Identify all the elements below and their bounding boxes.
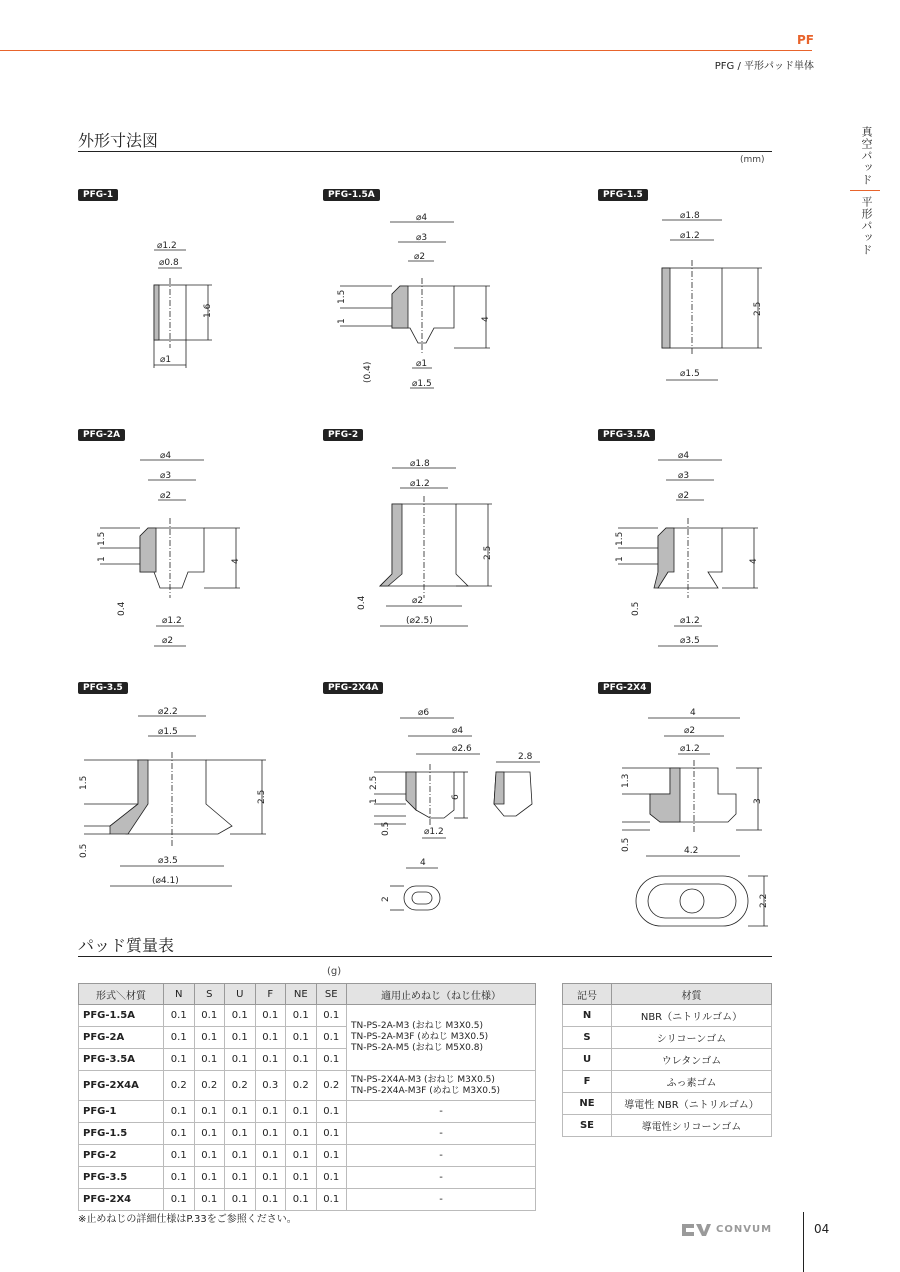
material-name: ふっ素ゴム (612, 1071, 772, 1093)
material-code: SE (563, 1115, 612, 1137)
pfg2a-drawing (90, 448, 250, 653)
dim-label: ⌀4 (452, 726, 464, 736)
weight-cell: 0.1 (194, 1101, 225, 1123)
dim-label: 2.2 (759, 893, 769, 908)
model-cell: PFG-3.5A (79, 1049, 164, 1071)
dim-label: ⌀3.5 (680, 636, 700, 646)
weight-cell: 0.2 (316, 1071, 347, 1101)
dim-label: 0.5 (79, 843, 89, 858)
weight-cell: 0.2 (194, 1071, 225, 1101)
weight-cell: 0.1 (316, 1005, 347, 1027)
model-tag: PFG-2A (78, 429, 125, 441)
weight-cell: 0.1 (316, 1101, 347, 1123)
dim-label: ⌀1.5 (680, 369, 700, 379)
dim-label: ⌀3 (160, 471, 172, 481)
dim-label: (0.4) (363, 361, 373, 383)
screw-cell (347, 1071, 536, 1101)
weight-cell: 0.1 (286, 1145, 317, 1167)
weight-cell: 0.1 (194, 1005, 225, 1027)
dim-label: 0.4 (117, 601, 127, 616)
weight-cell: 0.1 (255, 1005, 286, 1027)
screw-spec: TN-PS-2A-M3F (めねじ M3X0.5) (351, 1032, 489, 1042)
side-nav-vacuum-pad[interactable]: 真空パッド (860, 126, 873, 186)
table-header: 形式＼材質 (79, 984, 164, 1005)
model-tag: PFG-3.5A (598, 429, 655, 441)
dim-label: ⌀3.5 (158, 856, 178, 866)
weight-cell: 0.1 (164, 1027, 195, 1049)
model-cell: PFG-2X4 (79, 1189, 164, 1211)
dim-label: ⌀2 (414, 252, 426, 262)
weight-cell: 0.1 (164, 1123, 195, 1145)
dim-label: 2.5 (483, 545, 493, 560)
pfg1-drawing (140, 230, 230, 370)
weight-cell: 0.1 (225, 1123, 256, 1145)
model-cell: PFG-3.5 (79, 1167, 164, 1189)
weight-cell: 0.1 (286, 1049, 317, 1071)
table-header: 適用止めねじ（ねじ仕様） (347, 984, 536, 1005)
dim-label: ⌀1.2 (680, 744, 700, 754)
dim-label: ⌀4 (678, 451, 690, 461)
model-tag: PFG-2X4A (323, 682, 383, 694)
weight-cell: 0.1 (286, 1123, 317, 1145)
materials-table (562, 983, 772, 1137)
dim-label: ⌀2 (160, 491, 172, 501)
dim-label: 2 (381, 896, 391, 902)
table-row (563, 1071, 772, 1093)
weight-cell: 0.2 (225, 1071, 256, 1101)
weight-cell: 0.1 (194, 1167, 225, 1189)
dim-label: 0.5 (621, 837, 631, 852)
weight-cell: 0.1 (225, 1005, 256, 1027)
dim-label: ⌀4 (160, 451, 172, 461)
table-header: 材質 (612, 984, 772, 1005)
table-row (79, 1005, 536, 1027)
pfg35a-drawing (608, 448, 768, 653)
table-row (563, 1093, 772, 1115)
dim-label: ⌀1 (416, 359, 428, 369)
table-header: NE (286, 984, 317, 1005)
dim-label: 4 (420, 858, 426, 868)
table-row (79, 1123, 536, 1145)
dimensions-rule (78, 151, 772, 152)
weight-cell: 0.1 (255, 1123, 286, 1145)
table-row (563, 1115, 772, 1137)
pfg15a-drawing (330, 208, 500, 403)
dim-label: ⌀2 (162, 636, 174, 646)
footnote: ※止めねじの詳細仕様はP.33をご参照ください。 (78, 1214, 297, 1225)
table-row (79, 1167, 536, 1189)
dim-label: ⌀2.6 (452, 744, 472, 754)
model-tag: PFG-1 (78, 189, 118, 201)
dim-label: ⌀0.8 (159, 258, 179, 268)
weight-cell: 0.1 (316, 1145, 347, 1167)
weight-cell: 0.1 (225, 1145, 256, 1167)
weight-cell: 0.1 (194, 1189, 225, 1211)
dim-label: 4 (231, 558, 241, 564)
weight-cell: 0.1 (164, 1189, 195, 1211)
dim-label: ⌀1.5 (158, 727, 178, 737)
table-header: U (225, 984, 256, 1005)
series-label: PF (797, 33, 814, 47)
screw-cell: - (347, 1123, 536, 1145)
model-cell: PFG-2A (79, 1027, 164, 1049)
dim-label: 1.5 (615, 531, 625, 546)
screw-spec: TN-PS-2X4A-M3 (おねじ M3X0.5) (351, 1074, 495, 1085)
dim-label: 2.8 (518, 752, 533, 762)
weight-cell: 0.1 (316, 1167, 347, 1189)
weight-cell: 0.1 (255, 1101, 286, 1123)
weight-cell: 0.1 (164, 1145, 195, 1167)
dim-label: ⌀1.5 (412, 379, 432, 389)
dim-label: 4 (481, 316, 491, 322)
model-tag: PFG-2X4 (598, 682, 651, 694)
dim-label: ⌀1.2 (162, 616, 182, 626)
pfg2x4a-drawing (360, 700, 550, 920)
dim-label: 2.5 (753, 301, 763, 316)
material-name: シリコーンゴム (612, 1027, 772, 1049)
page-number: 04 (814, 1222, 830, 1236)
dim-label: 1 (337, 318, 347, 324)
weight-cell: 0.1 (194, 1123, 225, 1145)
material-name: 導電性シリコーンゴム (612, 1115, 772, 1137)
table-row (79, 1189, 536, 1211)
convum-logo: CONVUM (716, 1224, 773, 1235)
dim-label: ⌀3 (678, 471, 690, 481)
material-code: F (563, 1071, 612, 1093)
screw-cell (347, 1005, 536, 1071)
dim-label: ⌀1.2 (410, 479, 430, 489)
model-cell: PFG-1.5A (79, 1005, 164, 1027)
dim-label: ⌀1.8 (410, 459, 430, 469)
screw-spec: TN-PS-2X4A-M3F (めねじ M3X0.5) (351, 1085, 501, 1096)
model-tag: PFG-3.5 (78, 682, 128, 694)
dim-label: 4.2 (684, 846, 699, 856)
weight-cell: 0.1 (164, 1049, 195, 1071)
pfg15-drawing (650, 208, 770, 388)
weight-cell: 0.1 (316, 1189, 347, 1211)
weight-cell: 0.1 (316, 1123, 347, 1145)
material-name: ウレタンゴム (612, 1049, 772, 1071)
weight-cell: 0.1 (286, 1167, 317, 1189)
weight-cell: 0.1 (225, 1027, 256, 1049)
model-cell: PFG-2X4A (79, 1071, 164, 1101)
table-header: 記号 (563, 984, 612, 1005)
footer-divider (803, 1212, 804, 1272)
weight-cell: 0.1 (225, 1167, 256, 1189)
dim-label: 1 (615, 556, 625, 562)
dimensions-title: 外形寸法図 (78, 131, 159, 150)
weight-cell: 0.2 (286, 1071, 317, 1101)
model-tag: PFG-1.5A (323, 189, 380, 201)
screw-cell: - (347, 1101, 536, 1123)
weight-cell: 0.1 (194, 1145, 225, 1167)
table-row (563, 1005, 772, 1027)
weight-cell: 0.1 (194, 1049, 225, 1071)
side-nav-divider (850, 190, 880, 191)
dim-label: 0.5 (631, 601, 641, 616)
screw-cell: - (347, 1189, 536, 1211)
weight-cell: 0.1 (225, 1101, 256, 1123)
dim-label: ⌀1 (160, 355, 172, 365)
dim-label: ⌀1.8 (680, 211, 700, 221)
material-name: NBR（ニトリルゴム） (612, 1005, 772, 1027)
dim-label: 1.5 (79, 775, 89, 790)
pfg2x4-drawing (612, 700, 782, 940)
dim-label: ⌀1.2 (424, 827, 444, 837)
header-rule (0, 50, 812, 51)
dim-label: ⌀1.2 (680, 231, 700, 241)
weight-cell: 0.3 (255, 1071, 286, 1101)
dimensions-unit: (mm) (740, 155, 765, 165)
table-row (79, 1101, 536, 1123)
dim-label: 4 (690, 708, 696, 718)
table-row (563, 1049, 772, 1071)
convum-logo-icon (680, 1222, 712, 1238)
weight-unit: (g) (327, 966, 342, 977)
dim-label: ⌀2 (412, 596, 424, 606)
dim-label: 2.5 (257, 789, 267, 804)
dim-label: ⌀2 (678, 491, 690, 501)
dim-label: (⌀4.1) (152, 876, 179, 886)
screw-spec: TN-PS-2A-M3 (おねじ M3X0.5) (351, 1021, 484, 1031)
weight-cell: 0.1 (286, 1027, 317, 1049)
weight-cell: 0.1 (316, 1049, 347, 1071)
weight-cell: 0.1 (164, 1005, 195, 1027)
table-header: F (255, 984, 286, 1005)
material-name: 導電性 NBR（ニトリルゴム） (612, 1093, 772, 1115)
dim-label: 1.3 (621, 773, 631, 788)
table-row (79, 1145, 536, 1167)
weight-cell: 0.1 (255, 1049, 286, 1071)
model-tag: PFG-1.5 (598, 189, 648, 201)
table-header: N (164, 984, 195, 1005)
dim-label: 1.6 (203, 303, 213, 318)
dim-label: 1 (97, 556, 107, 562)
screw-spec: TN-PS-2A-M5 (おねじ M5X0.8) (351, 1043, 484, 1053)
dim-label: ⌀4 (416, 213, 428, 223)
weight-table (78, 983, 536, 1211)
pfg2-drawing (352, 448, 502, 633)
dim-label: ⌀2.2 (158, 707, 178, 717)
dim-label: ⌀1.2 (157, 241, 177, 251)
weight-title: パッド質量表 (78, 936, 175, 955)
weight-cell: 0.1 (225, 1189, 256, 1211)
pfg35-drawing (70, 700, 280, 890)
weight-cell: 0.1 (286, 1189, 317, 1211)
dim-label: 2.5 (369, 775, 379, 790)
weight-cell: 0.1 (225, 1049, 256, 1071)
dim-label: 6 (451, 794, 461, 800)
dim-label: 4 (749, 558, 759, 564)
weight-cell: 0.1 (194, 1027, 225, 1049)
dim-label: 1.5 (337, 289, 347, 304)
weight-cell: 0.1 (255, 1167, 286, 1189)
material-code: U (563, 1049, 612, 1071)
dim-label: 0.4 (357, 595, 367, 610)
screw-cell: - (347, 1167, 536, 1189)
dim-label: ⌀2 (684, 726, 696, 736)
weight-cell: 0.1 (316, 1027, 347, 1049)
weight-cell: 0.1 (255, 1189, 286, 1211)
weight-rule (78, 956, 772, 957)
weight-cell: 0.1 (164, 1101, 195, 1123)
dim-label: ⌀3 (416, 233, 428, 243)
dim-label: 1.5 (97, 531, 107, 546)
weight-cell: 0.2 (164, 1071, 195, 1101)
material-code: S (563, 1027, 612, 1049)
weight-cell: 0.1 (255, 1027, 286, 1049)
model-tag: PFG-2 (323, 429, 363, 441)
table-header: SE (316, 984, 347, 1005)
material-code: NE (563, 1093, 612, 1115)
table-row (79, 1071, 536, 1101)
side-nav-flat-pad[interactable]: 平形パッド (860, 196, 873, 256)
dim-label: 1 (369, 798, 379, 804)
weight-cell: 0.1 (286, 1101, 317, 1123)
dim-label: ⌀1.2 (680, 616, 700, 626)
dim-label: ⌀6 (418, 708, 430, 718)
dim-label: (⌀2.5) (406, 616, 433, 626)
model-cell: PFG-2 (79, 1145, 164, 1167)
dim-label: 3 (753, 798, 763, 804)
table-row (563, 1027, 772, 1049)
weight-cell: 0.1 (164, 1167, 195, 1189)
dim-label: 0.5 (381, 821, 391, 836)
page-subtitle: PFG / 平形パッド単体 (714, 61, 814, 72)
model-cell: PFG-1.5 (79, 1123, 164, 1145)
material-code: N (563, 1005, 612, 1027)
weight-cell: 0.1 (286, 1005, 317, 1027)
screw-cell: - (347, 1145, 536, 1167)
model-cell: PFG-1 (79, 1101, 164, 1123)
weight-cell: 0.1 (255, 1145, 286, 1167)
table-header: S (194, 984, 225, 1005)
